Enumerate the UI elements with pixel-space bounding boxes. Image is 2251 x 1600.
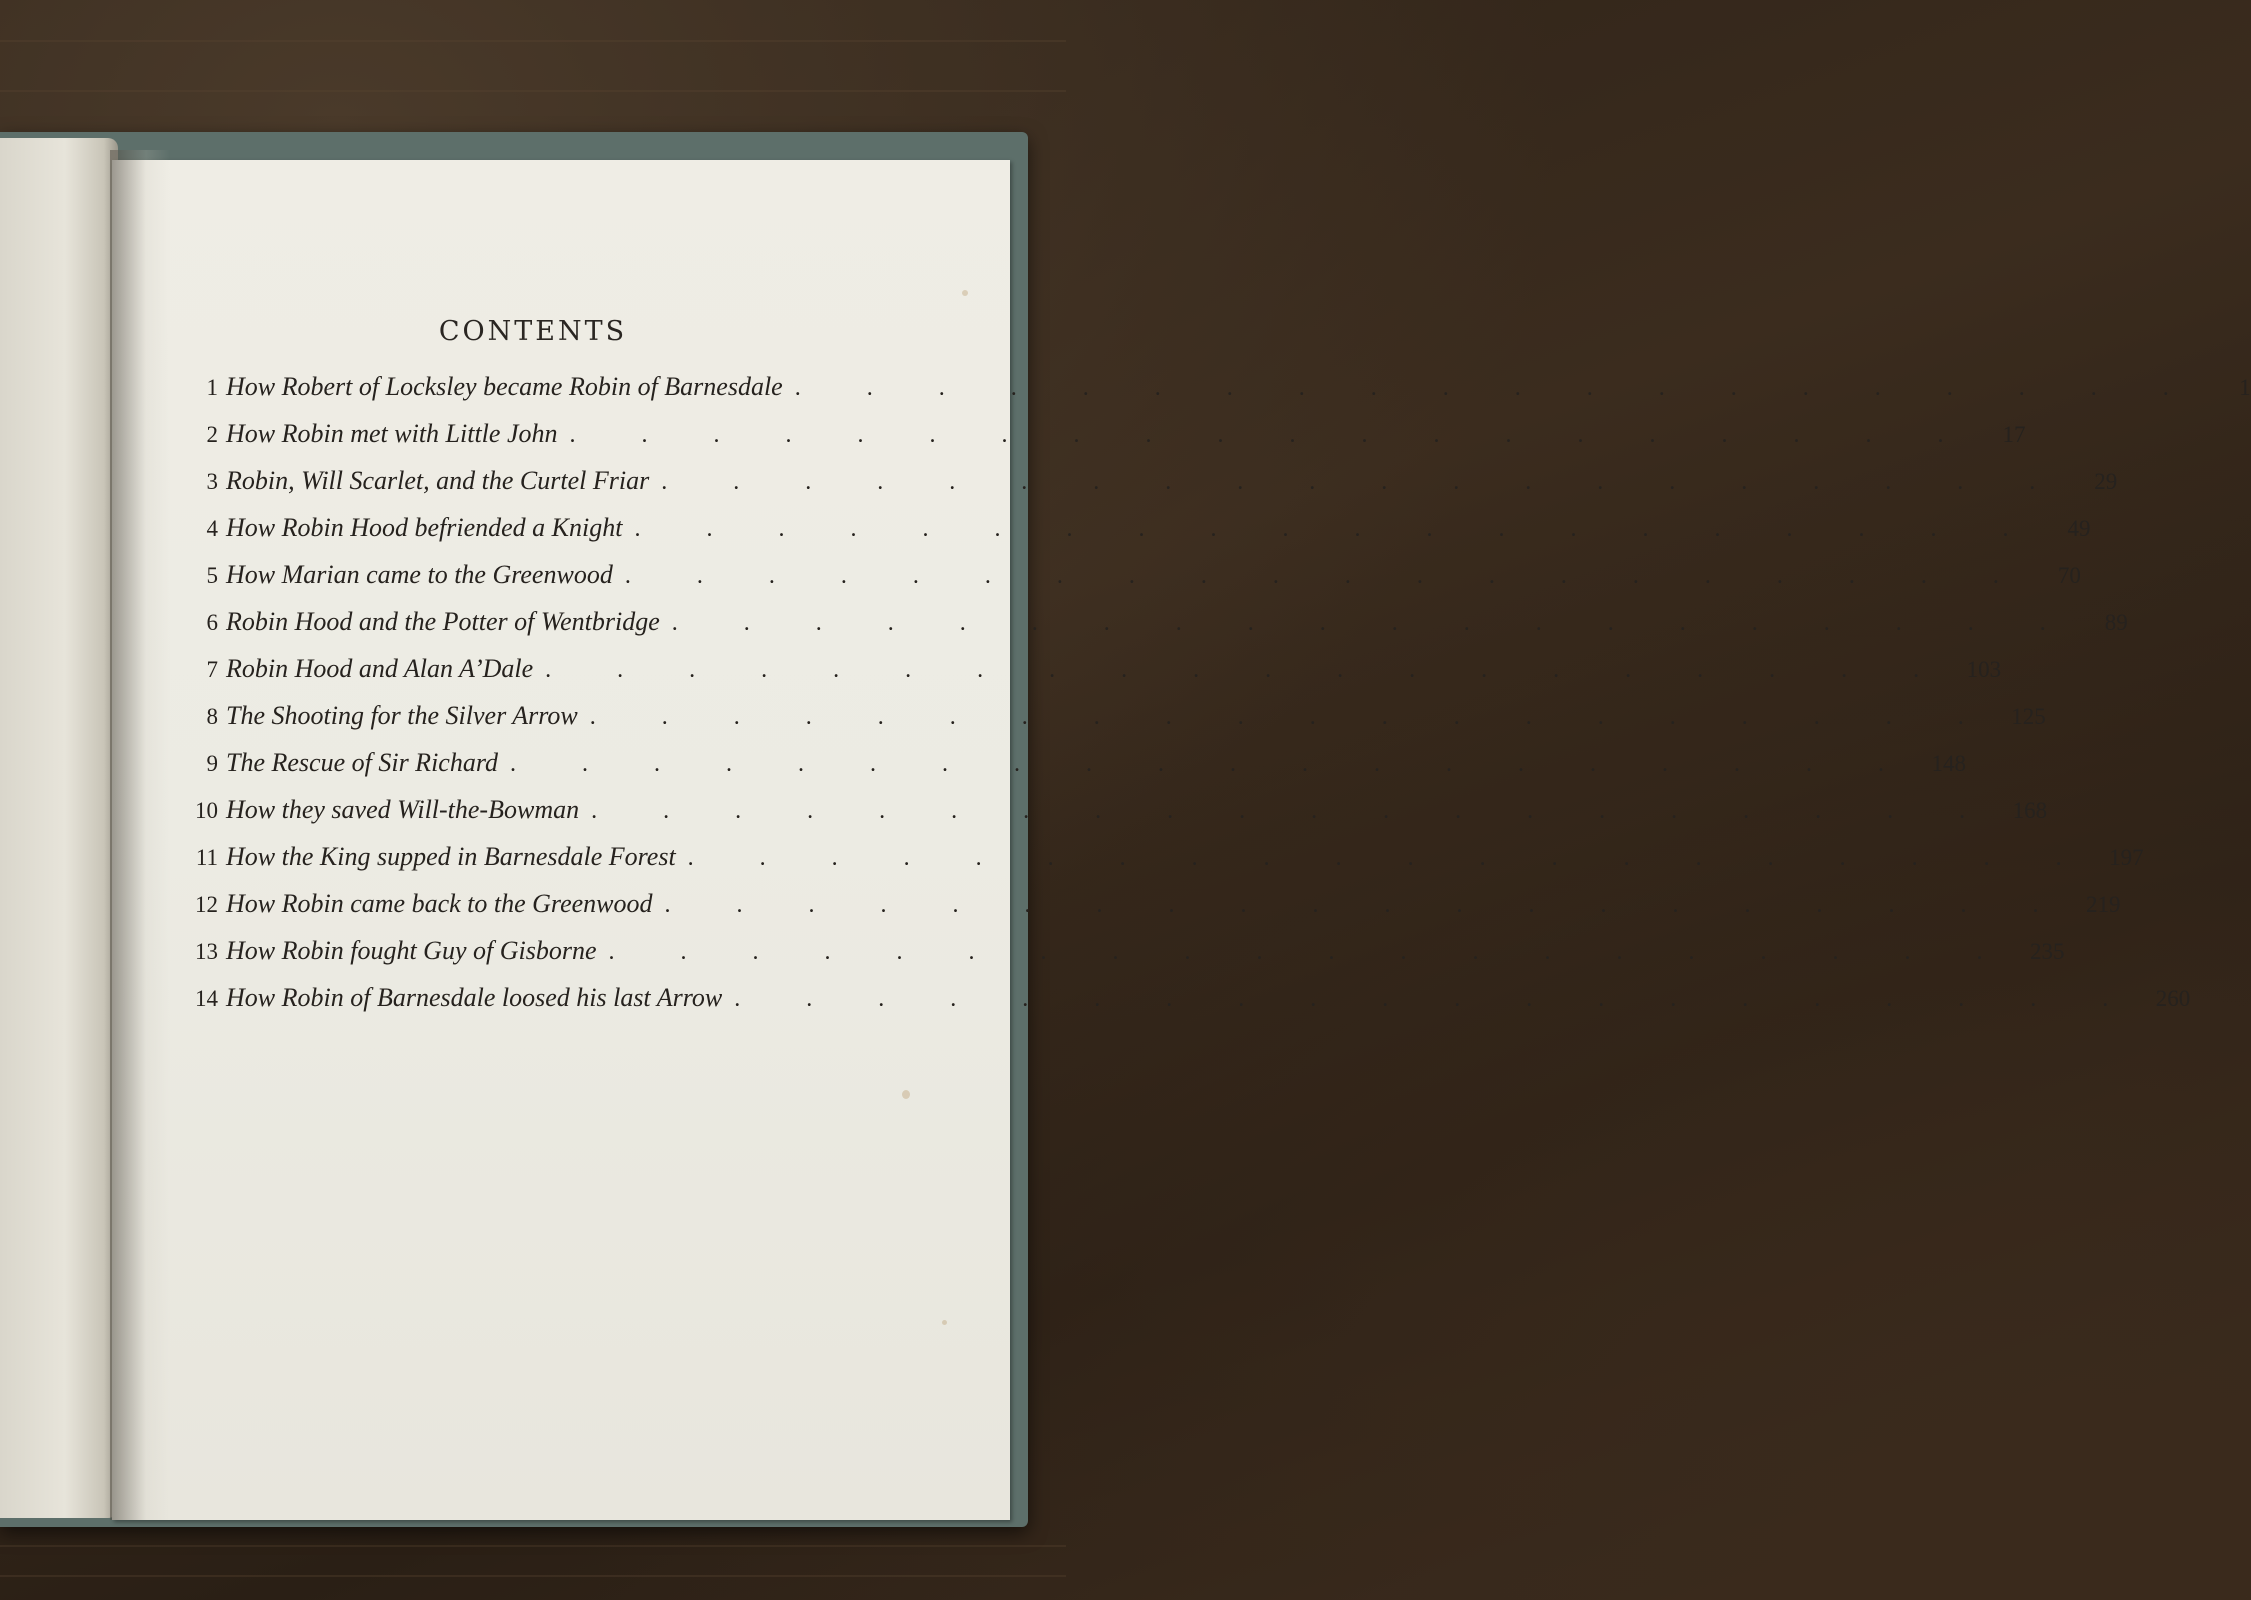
dot-leader: . . . . . . . . . . . . . . . . . . . .	[661, 469, 2066, 495]
chapter-title: How Robin Hood befriended a Knight	[226, 513, 623, 542]
chapter-number: 8	[206, 704, 218, 729]
page-number: 17	[2002, 422, 2026, 447]
wood-grain	[0, 90, 1066, 92]
table-of-contents	[180, 372, 2251, 1030]
chapter-title: How Robert of Locksley became Robin of Barnesdale	[226, 372, 783, 401]
chapter-title: How the King supped in Barnesdale Forest	[226, 842, 676, 871]
chapter-number: 9	[206, 751, 218, 776]
page-number: 29	[2094, 469, 2118, 494]
chapter-number: 7	[206, 657, 218, 682]
chapter-number: 12	[195, 892, 218, 917]
dot-leader: . . . . . . . . . . . . . . . . . . . .	[664, 892, 2069, 918]
chapter-number: 14	[195, 986, 218, 1011]
chapter-title: The Rescue of Sir Richard	[226, 748, 498, 777]
page-number: 235	[2030, 939, 2065, 964]
chapter-title: How they saved Will-the-Bowman	[226, 795, 580, 824]
toc-entry	[180, 513, 2091, 560]
toc-entry	[180, 654, 2002, 701]
chapter-title: How Robin of Barnesdale loosed his last Arrow	[226, 983, 723, 1012]
chapter-number: 3	[206, 469, 218, 494]
contents-heading: CONTENTS	[438, 316, 628, 347]
page-gutter-shadow	[110, 150, 170, 1520]
toc-entry	[180, 842, 2144, 889]
toc-entry	[180, 889, 2121, 936]
chapter-title: How Robin came back to the Greenwood	[226, 889, 653, 918]
page-number: 103	[1966, 657, 2002, 682]
chapter-title: How Robin met with Little John	[226, 419, 558, 448]
page-number: 168	[2012, 798, 2048, 823]
chapter-title: How Robin fought Guy of Gisborne	[226, 936, 597, 965]
chapter-number: 6	[206, 610, 218, 635]
foxing-spot	[902, 1090, 910, 1099]
page-number: 1	[2239, 375, 2251, 400]
page-number: 70	[2057, 563, 2081, 588]
wood-grain	[0, 1575, 1066, 1577]
chapter-title: Robin, Will Scarlet, and the Curtel Friar	[226, 466, 650, 495]
toc-entry	[180, 795, 2048, 842]
toc-entry	[180, 419, 2026, 466]
dot-leader: . . . . . . . . . . . . . . . . . . . .	[591, 798, 1996, 824]
dot-leader: . . . . . . . . . . . . . . . . . . . .	[671, 610, 2076, 636]
chapter-number: 4	[206, 516, 218, 541]
dot-leader: . . . . . . . . . . . . . . . . . . . .	[624, 563, 2029, 589]
page-number: 219	[2086, 892, 2121, 917]
page-number: 197	[2109, 845, 2144, 870]
toc-entry	[180, 748, 1966, 795]
dot-leader: . . . . . . . . . . . . . . . . . . . .	[794, 375, 2199, 401]
foxing-spot	[962, 290, 968, 296]
dot-leader: . . . . . . . . . . . . . . . . . . . .	[509, 751, 1914, 777]
page-number: 260	[2155, 986, 2191, 1011]
dot-leader: . . . . . . . . . . . . . . . . . . . .	[608, 939, 2013, 965]
chapter-number: 1	[206, 375, 218, 400]
wood-grain	[0, 40, 1066, 42]
dot-leader: . . . . . . . . . . . . . . . . . . . .	[634, 516, 2039, 542]
dot-leader: . . . . . . . . . . . . . . . . . . . .	[545, 657, 1950, 683]
toc-entry	[180, 701, 2046, 748]
foxing-spot	[942, 1320, 947, 1325]
wood-grain	[0, 1545, 1066, 1547]
dot-leader: . . . . . . . . . . . . . . . . . . . .	[687, 845, 2092, 871]
page-number: 125	[2011, 704, 2046, 729]
toc-entry	[180, 560, 2081, 607]
chapter-number: 10	[195, 798, 218, 823]
dot-leader: . . . . . . . . . . . . . . . . . . . .	[569, 422, 1974, 448]
dot-leader: . . . . . . . . . . . . . . . . . . . .	[589, 704, 1994, 730]
toc-entry	[180, 936, 2065, 983]
chapter-number: 13	[195, 939, 218, 964]
page-number: 89	[2104, 610, 2128, 635]
chapter-number: 11	[195, 845, 218, 870]
toc-entry	[180, 466, 2118, 513]
chapter-title: The Shooting for the Silver Arrow	[226, 701, 578, 730]
toc-entry	[180, 372, 2251, 419]
dot-leader: . . . . . . . . . . . . . . . . . . . .	[734, 986, 2139, 1012]
chapter-number: 2	[206, 422, 218, 447]
chapter-title: Robin Hood and Alan A’Dale	[226, 654, 534, 683]
toc-entry	[180, 607, 2128, 654]
page-number: 148	[1931, 751, 1966, 776]
chapter-title: How Marian came to the Greenwood	[226, 560, 613, 589]
toc-entry	[180, 983, 2191, 1030]
chapter-number: 5	[206, 563, 218, 588]
chapter-title: Robin Hood and the Potter of Wentbridge	[226, 607, 660, 636]
page-number: 49	[2067, 516, 2091, 541]
